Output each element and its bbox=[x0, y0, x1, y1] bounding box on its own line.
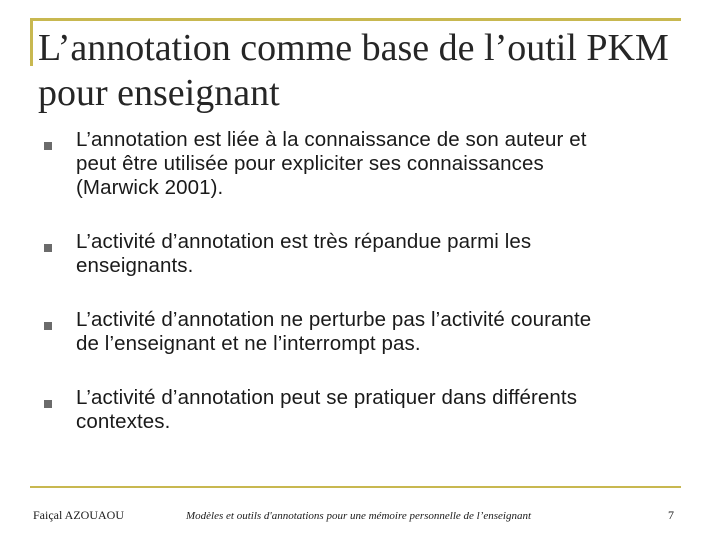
bullet-2-line-2: enseignants. bbox=[76, 254, 194, 277]
bullet-3-line-1: L’activité d’annotation ne perturbe pas l’activité courante bbox=[76, 308, 592, 331]
footer-divider-line bbox=[30, 486, 681, 488]
bullet-2-line-1: L’activité d’annotation est très répandue parmi les bbox=[76, 230, 532, 253]
bullet-3-line-2: de l’enseignant et ne l’interrompt pas. bbox=[76, 332, 421, 355]
bullet-text-1 bbox=[76, 128, 688, 200]
page-number: 7 bbox=[668, 508, 674, 522]
bullet-4-line-1: L’activité d’annotation peut se pratiquer dans différents bbox=[76, 386, 578, 409]
title-frame-left-line bbox=[30, 18, 33, 66]
bullet-list bbox=[38, 128, 688, 464]
bullet-item-4 bbox=[38, 386, 688, 434]
square-bullet-icon bbox=[44, 400, 52, 408]
bullet-text-3 bbox=[76, 308, 688, 356]
square-bullet-icon bbox=[44, 244, 52, 252]
footer-author: Faiçal AZOUAOU bbox=[33, 508, 124, 522]
bullet-item-2 bbox=[38, 230, 688, 278]
slide-title bbox=[38, 26, 698, 116]
square-bullet-icon bbox=[44, 142, 52, 150]
slide-title-line-1: L’annotation comme base de l’outil PKM bbox=[38, 27, 669, 69]
bullet-1-line-1: L’annotation est liée à la connaissance de son auteur et bbox=[76, 128, 587, 151]
title-frame-top-line bbox=[30, 18, 681, 21]
bullet-text-4 bbox=[76, 386, 688, 434]
bullet-1-line-2: peut être utilisée pour expliciter ses connaissances bbox=[76, 152, 544, 175]
slide-title-line-2: pour enseignant bbox=[38, 72, 280, 114]
bullet-item-3 bbox=[38, 308, 688, 356]
square-bullet-icon bbox=[44, 322, 52, 330]
bullet-1-line-3: (Marwick 2001). bbox=[76, 176, 224, 199]
footer-caption: Modèles et outils d'annotations pour une mémoire personnelle de l’enseignant bbox=[186, 510, 532, 522]
bullet-text-2 bbox=[76, 230, 688, 278]
bullet-4-line-2: contextes. bbox=[76, 410, 171, 433]
bullet-item-1 bbox=[38, 128, 688, 200]
